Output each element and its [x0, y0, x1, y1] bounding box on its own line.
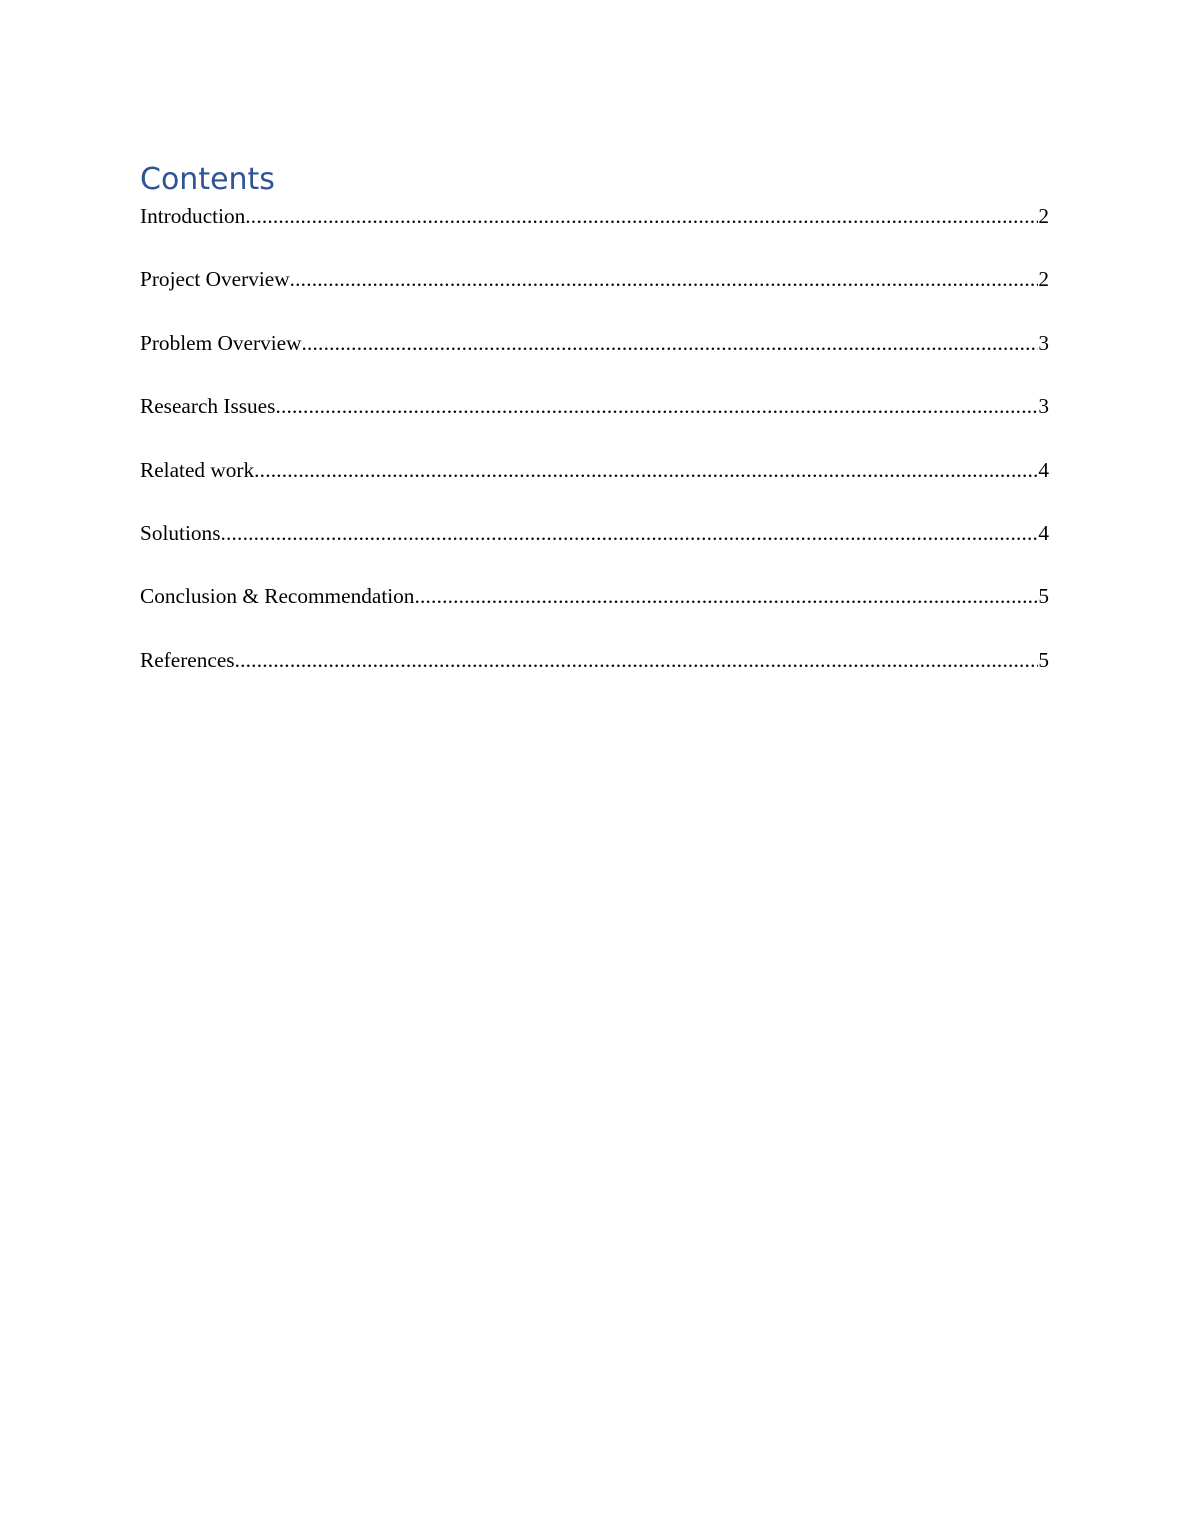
toc-heading: Contents	[140, 162, 275, 197]
toc-entry-introduction[interactable]	[140, 201, 1049, 264]
toc-entry-title: Problem Overview	[140, 330, 302, 355]
toc-entry-page-number: 4	[1038, 520, 1049, 545]
toc-entry-page-number: 2	[1038, 267, 1049, 292]
toc-entry-conclusion-recommendation[interactable]	[140, 581, 1049, 644]
toc-entry-solutions[interactable]	[140, 518, 1049, 581]
toc-dot-leader	[275, 391, 1038, 421]
toc-dot-leader	[414, 581, 1038, 611]
toc-dot-leader	[301, 328, 1038, 358]
toc-entry-page-number: 3	[1038, 394, 1049, 419]
toc-entry-title: Solutions	[140, 520, 221, 545]
toc-dot-leader	[220, 518, 1038, 548]
toc-entry-page-number: 5	[1038, 584, 1049, 609]
toc-dot-leader	[254, 455, 1038, 485]
toc-entry-title: Introduction	[140, 204, 246, 228]
toc-dot-leader	[290, 264, 1039, 294]
toc-entry-title: Related work	[140, 457, 255, 482]
toc-dot-leader	[245, 201, 1038, 231]
toc-entry-title: Research Issues	[140, 394, 276, 419]
toc-entry-page-number: 2	[1038, 204, 1049, 228]
toc-entry-page-number: 3	[1038, 330, 1049, 355]
toc-dot-leader	[235, 645, 1039, 675]
toc-entry-title: References	[140, 647, 235, 672]
toc-entry-references[interactable]	[140, 645, 1049, 708]
toc-entry-title: Project Overview	[140, 267, 290, 292]
toc-entry-project-overview[interactable]	[140, 264, 1049, 327]
toc-entry-related-work[interactable]	[140, 455, 1049, 518]
table-of-contents	[140, 201, 1049, 708]
toc-entry-problem-overview[interactable]	[140, 328, 1049, 391]
toc-entry-page-number: 4	[1038, 457, 1049, 482]
toc-entry-page-number: 5	[1038, 647, 1049, 672]
toc-entry-title: Conclusion & Recommendation	[140, 584, 415, 609]
toc-entry-research-issues[interactable]	[140, 391, 1049, 454]
